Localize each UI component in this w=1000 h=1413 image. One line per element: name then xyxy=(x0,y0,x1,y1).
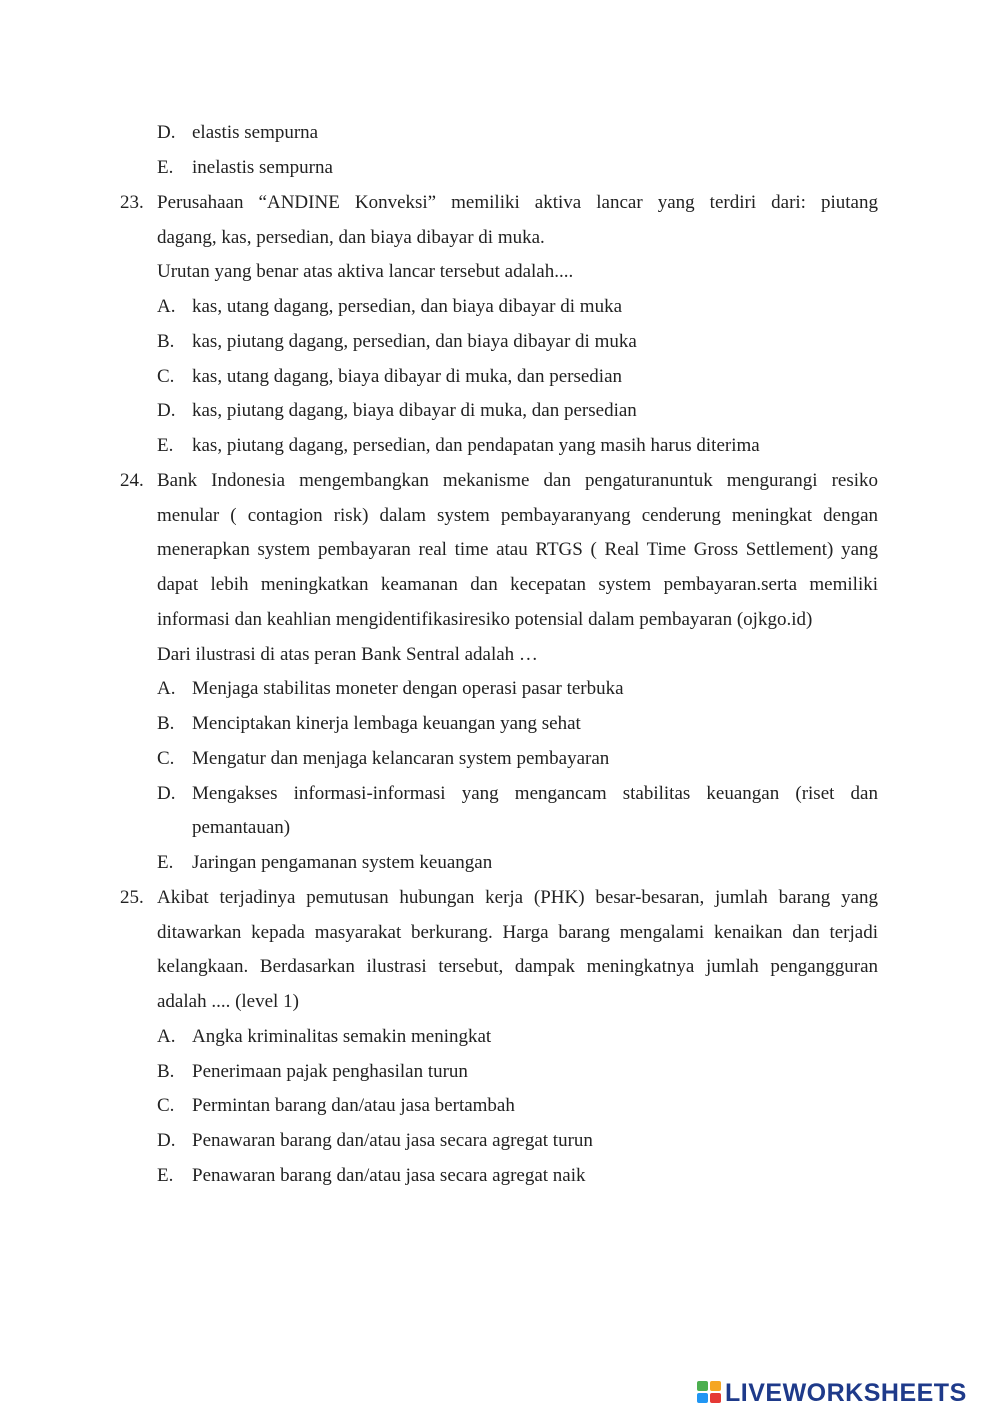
liveworksheets-mark-icon xyxy=(697,1381,723,1405)
option-text: kas, utang dagang, biaya dibayar di muka, dan persedian xyxy=(192,366,622,387)
q25-text-line-4: adalah .... (level 1) xyxy=(157,991,299,1012)
q24-text-line-1: Bank Indonesia mengembangkan mekanisme dan pengaturanuntuk mengurangi resiko xyxy=(157,470,878,491)
option-letter: A. xyxy=(157,678,176,699)
option-letter: E. xyxy=(157,435,174,456)
option-letter: B. xyxy=(157,331,175,352)
option-text: Menciptakan kinerja lembaga keuangan yang sehat xyxy=(192,713,581,734)
q24-option-d-continuation: pemantauan) xyxy=(192,817,291,838)
q23-text-line-1: Perusahaan “ANDINE Konveksi” memiliki aktiva lancar yang terdiri dari: piutang xyxy=(157,192,878,213)
question-number-25: 25. xyxy=(120,887,144,908)
option-letter: D. xyxy=(157,1130,176,1151)
question-number-24: 24. xyxy=(120,470,144,491)
option-text: Permintan barang dan/atau jasa bertambah xyxy=(192,1095,515,1116)
option-letter: E. xyxy=(157,157,174,178)
option-letter: C. xyxy=(157,748,175,769)
q24-text-line-4: dapat lebih meningkatkan keamanan dan kecepatan system pembayaran.serta memiliki xyxy=(157,574,878,595)
option-text: kas, piutang dagang, persedian, dan biaya dibayar di muka xyxy=(192,331,637,352)
option-text: Mengakses informasi-informasi yang mengancam stabilitas keuangan (riset dan xyxy=(192,783,878,804)
question-number-23: 23. xyxy=(120,192,144,213)
option-text: Jaringan pengamanan system keuangan xyxy=(192,852,493,873)
option-letter: A. xyxy=(157,1026,176,1047)
option-text: Menjaga stabilitas moneter dengan operasi pasar terbuka xyxy=(192,678,624,699)
q25-text-line-1: Akibat terjadinya pemutusan hubungan kerja (PHK) besar-besaran, jumlah barang yang xyxy=(157,887,878,908)
logo-text: LIVEWORKSHEETS xyxy=(725,1379,967,1407)
option-text: kas, piutang dagang, persedian, dan pendapatan yang masih harus diterima xyxy=(192,435,760,456)
option-text: Penawaran barang dan/atau jasa secara agregat naik xyxy=(192,1165,586,1186)
option-text: Penawaran barang dan/atau jasa secara agregat turun xyxy=(192,1130,593,1151)
q24-text-line-2: menular ( contagion risk) dalam system pembayaranyang cenderung meningkat dengan xyxy=(157,505,878,526)
option-letter: C. xyxy=(157,1095,175,1116)
option-letter: A. xyxy=(157,296,176,317)
q23-text-line-2: dagang, kas, persedian, dan biaya dibayar di muka. xyxy=(157,227,545,248)
option-letter: D. xyxy=(157,783,176,804)
option-text: inelastis sempurna xyxy=(192,157,333,178)
option-text: Mengatur dan menjaga kelancaran system pembayaran xyxy=(192,748,610,769)
q24-text-line-3: menerapkan system pembayaran real time atau RTGS ( Real Time Gross Settlement) yang xyxy=(157,539,878,560)
option-text: elastis sempurna xyxy=(192,122,319,143)
option-text: Penerimaan pajak penghasilan turun xyxy=(192,1061,468,1082)
q25-text-line-2: ditawarkan kepada masyarakat berkurang. Harga barang mengalami kenaikan dan terjadi xyxy=(157,922,878,943)
option-letter: E. xyxy=(157,852,174,873)
q25-text-line-3: kelangkaan. Berdasarkan ilustrasi tersebut, dampak meningkatnya jumlah pengangguran xyxy=(157,956,878,977)
option-letter: B. xyxy=(157,713,175,734)
q24-text-line-5: informasi dan keahlian mengidentifikasiresiko potensial dalam pembayaran (ojkgo.id) xyxy=(157,609,813,630)
option-letter: B. xyxy=(157,1061,175,1082)
option-letter: E. xyxy=(157,1165,174,1186)
option-letter: C. xyxy=(157,366,175,387)
q24-prompt: Dari ilustrasi di atas peran Bank Sentral adalah … xyxy=(157,644,538,665)
option-text: kas, piutang dagang, biaya dibayar di muka, dan persedian xyxy=(192,400,637,421)
option-letter: D. xyxy=(157,122,176,143)
option-text: kas, utang dagang, persedian, dan biaya dibayar di muka xyxy=(192,296,622,317)
q23-prompt: Urutan yang benar atas aktiva lancar tersebut adalah.... xyxy=(157,261,574,282)
option-letter: D. xyxy=(157,400,176,421)
option-text: Angka kriminalitas semakin meningkat xyxy=(192,1026,492,1047)
